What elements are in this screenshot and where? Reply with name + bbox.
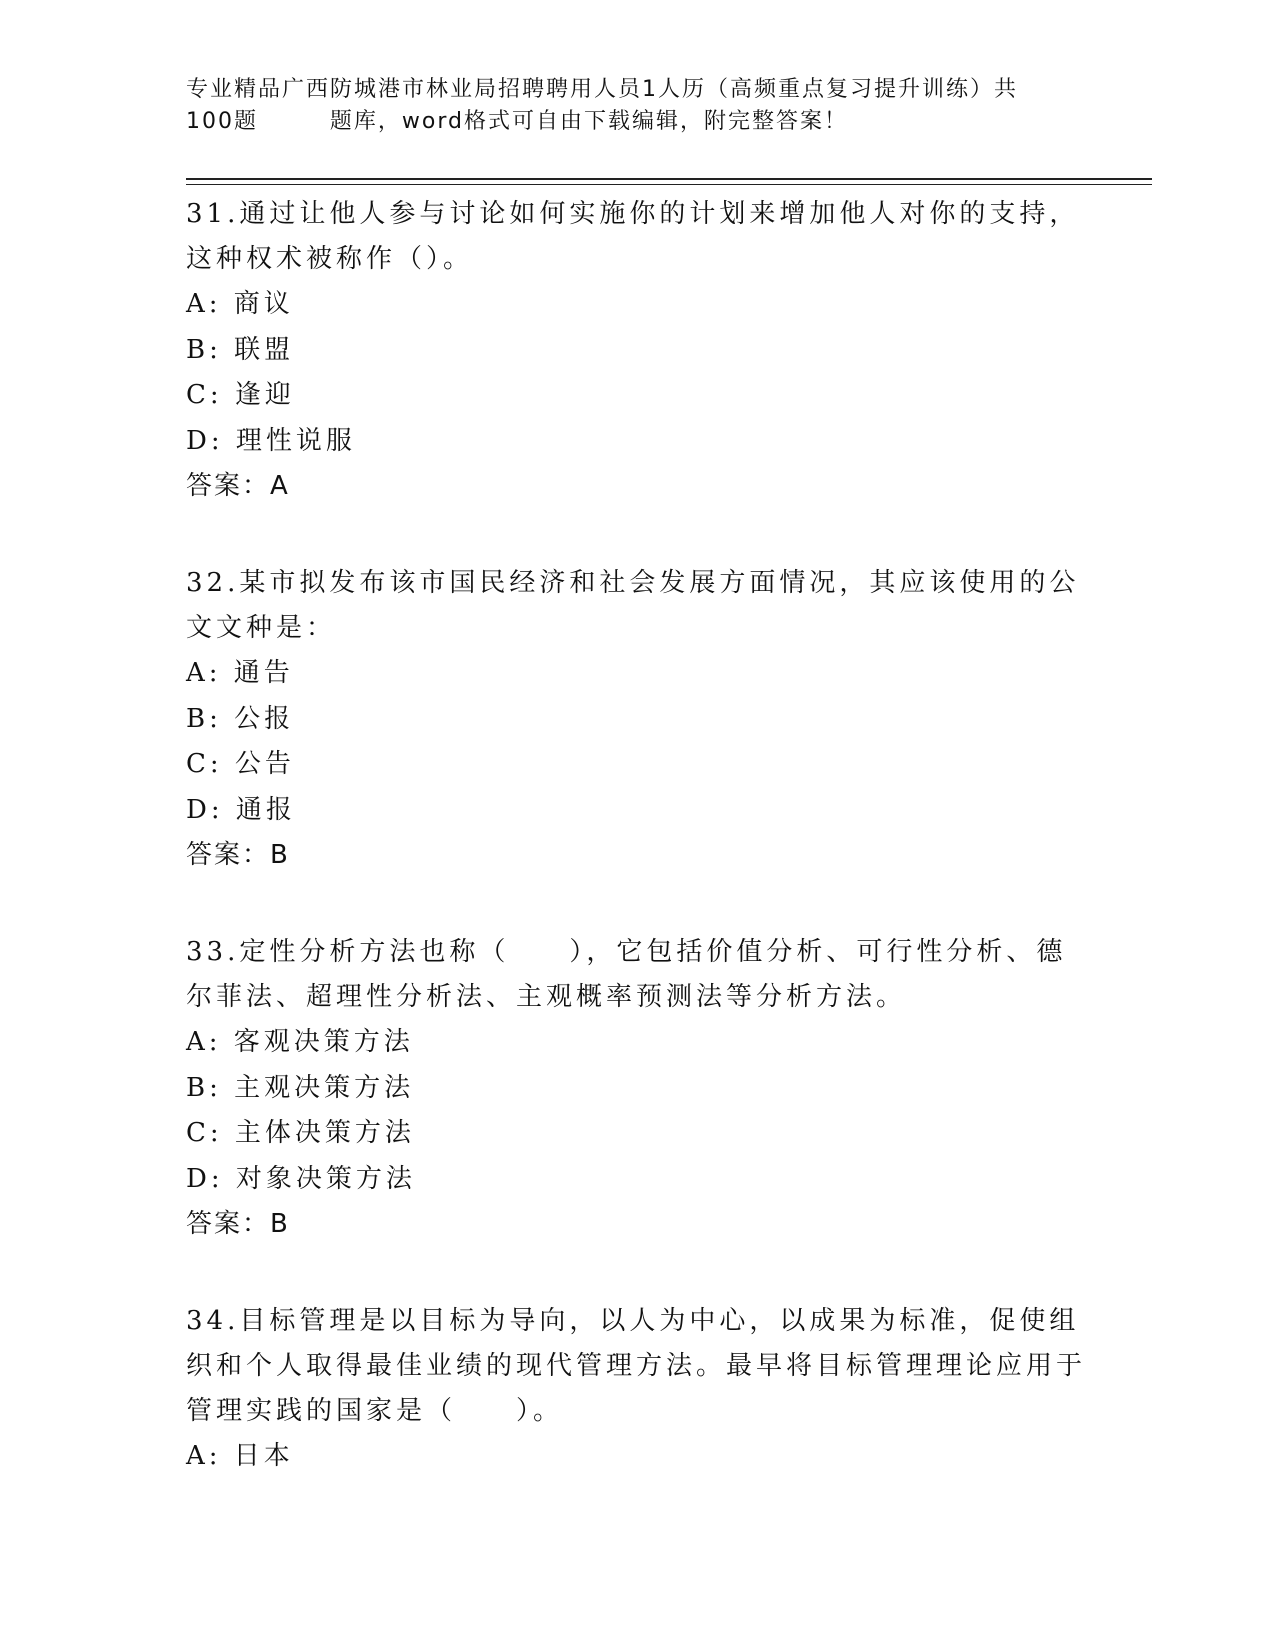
answer-line: 答案：B xyxy=(186,840,290,870)
question-list xyxy=(186,192,1086,1532)
option-a: A: 日本 xyxy=(186,1441,294,1471)
option-a: A: 客观决策方法 xyxy=(186,1027,414,1057)
option-d: D: 通报 xyxy=(186,794,296,825)
option-d: D: 理性说服 xyxy=(186,425,356,456)
option-c: C: 逢迎 xyxy=(186,380,295,410)
answer-line: 答案：B xyxy=(186,1209,290,1239)
option-b: B: 联盟 xyxy=(186,334,295,365)
header-divider-thick xyxy=(186,178,1152,180)
question-text: 33.定性分析方法也称（ ），它包括价值分析、可行性分析、德尔菲法、超理性分析法、主观概率预测法等分析方法。 xyxy=(186,937,1067,1012)
option-d: D: 对象决策方法 xyxy=(186,1163,416,1194)
header-title-line-2: 100题 题库，word格式可自由下载编辑，附完整答案！ xyxy=(186,109,849,134)
question-32 xyxy=(186,561,1086,878)
document-header xyxy=(186,74,1066,138)
question-33 xyxy=(186,930,1086,1247)
question-34 xyxy=(186,1299,1086,1480)
question-31 xyxy=(186,192,1086,509)
header-title-line-1: 专业精品广西防城港市林业局招聘聘用人员1人历（高频重点复习提升训练）共 xyxy=(186,77,1018,102)
option-b: B: 主观决策方法 xyxy=(186,1072,415,1103)
option-c: C: 公告 xyxy=(186,749,295,779)
question-text: 31.通过让他人参与讨论如何实施你的计划来增加他人对你的支持，这种权术被称作（）。 xyxy=(186,199,1080,274)
answer-line: 答案：A xyxy=(186,471,290,501)
option-a: A: 商议 xyxy=(186,289,294,319)
question-text: 32.某市拟发布该市国民经济和社会发展方面情况，其应该使用的公文文种是： xyxy=(186,568,1080,643)
option-c: C: 主体决策方法 xyxy=(186,1118,415,1148)
option-a: A: 通告 xyxy=(186,658,294,688)
question-text: 34.目标管理是以目标为导向，以人为中心，以成果为标准，促使组织和个人取得最佳业绩的现代管理方法。最早将目标管理理论应用于管理实践的国家是（ ）。 xyxy=(186,1306,1087,1426)
option-b: B: 公报 xyxy=(186,703,295,734)
header-divider-thin xyxy=(186,184,1152,185)
